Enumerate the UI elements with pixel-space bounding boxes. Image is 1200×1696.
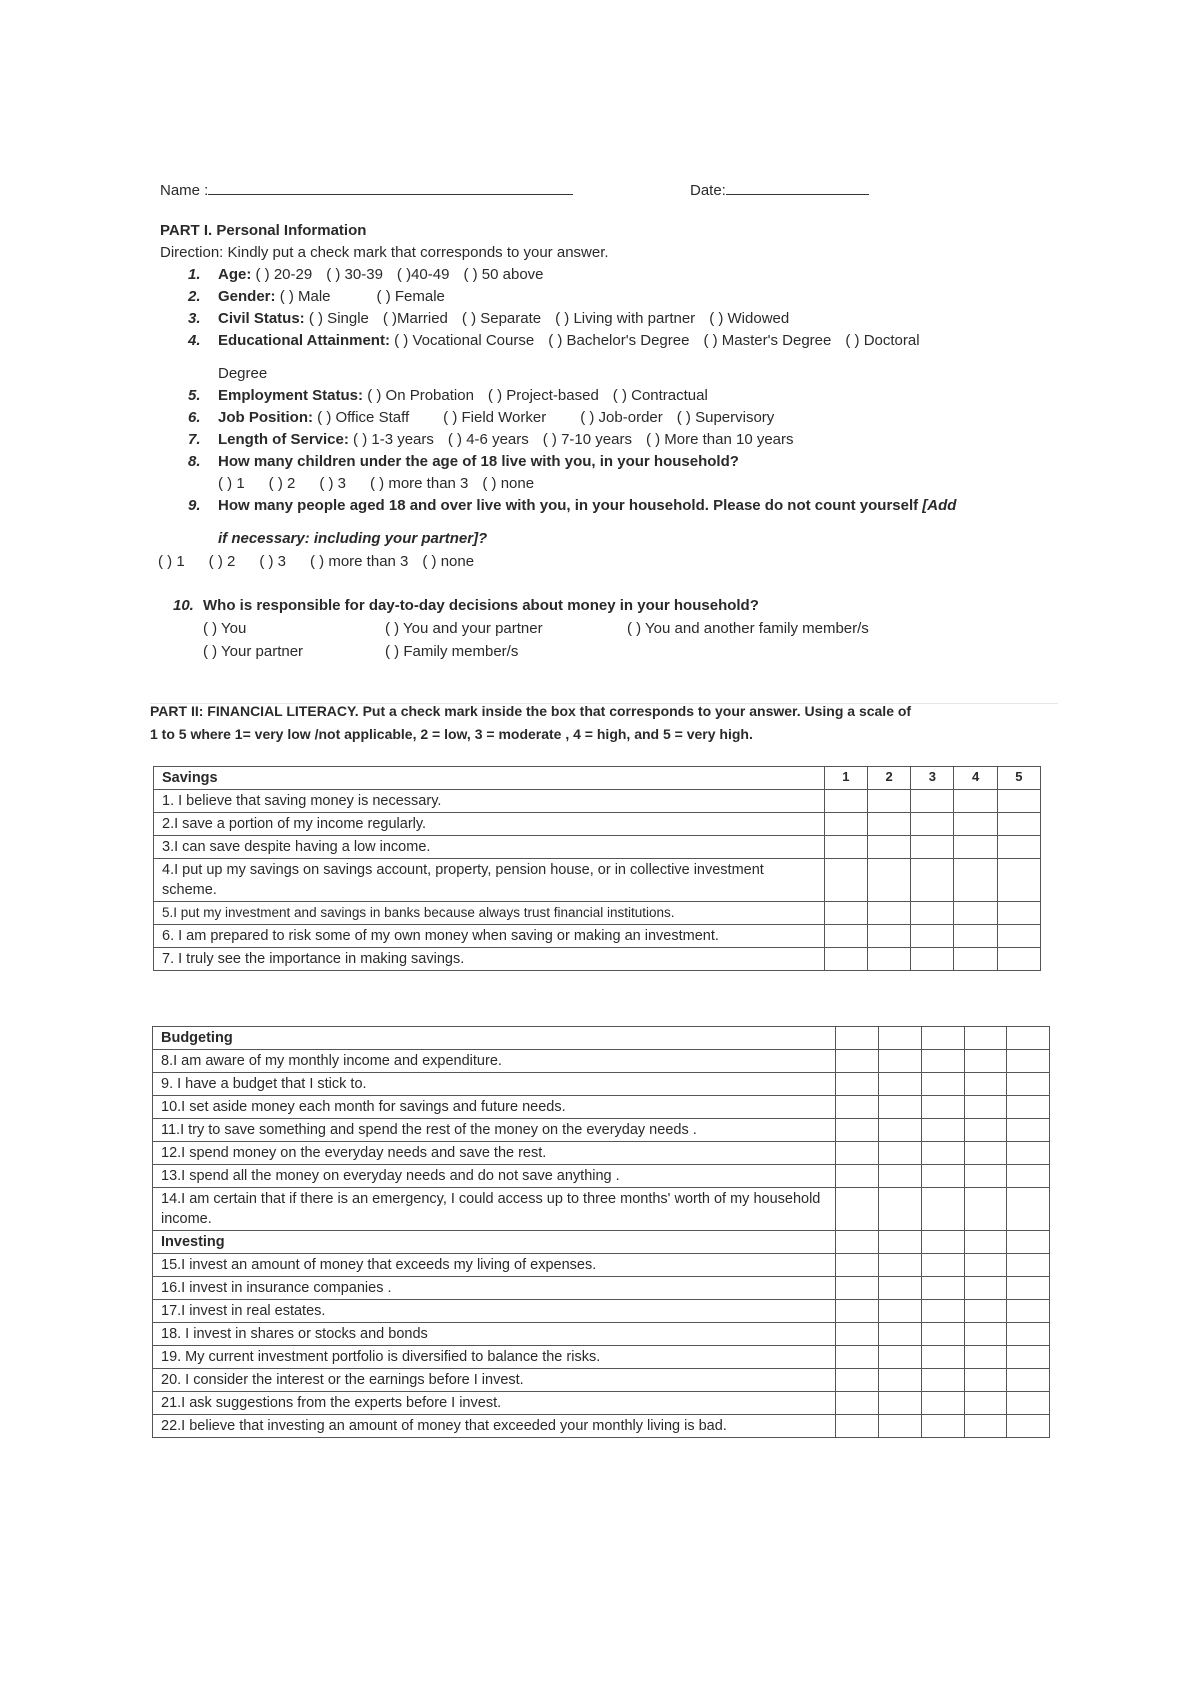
rating-box[interactable]: [836, 1369, 879, 1392]
section-heading: Investing: [153, 1231, 836, 1254]
rating-box[interactable]: [1007, 1096, 1050, 1119]
option[interactable]: ( ) none: [422, 553, 475, 570]
option-you-and-family[interactable]: ( ) You and another family member/s: [627, 620, 869, 637]
rating-box[interactable]: [1007, 1165, 1050, 1188]
rating-box[interactable]: [1007, 1254, 1050, 1277]
rating-box[interactable]: [1007, 1369, 1050, 1392]
rating-box[interactable]: [921, 1346, 964, 1369]
option-you-and-partner[interactable]: ( ) You and your partner: [385, 620, 543, 637]
rating-box[interactable]: [824, 902, 867, 925]
statement: 9. I have a budget that I stick to.: [153, 1073, 836, 1096]
question-education: 4. Educational Attainment: ( ) Vocational Course ( ) Bachelor's Degree ( ) Master's Degree ( ) Doctoral: [188, 332, 920, 349]
rating-box[interactable]: [954, 790, 997, 813]
rating-box[interactable]: [911, 902, 954, 925]
table-row: [153, 1323, 1050, 1346]
option[interactable]: ( ) Project-based: [487, 387, 599, 404]
option[interactable]: ( ) Master's Degree: [703, 332, 832, 349]
rating-box[interactable]: [824, 925, 867, 948]
option[interactable]: ( ) 1-3 years: [353, 431, 434, 448]
part2-instruction-line2: 1 to 5 where 1= very low /not applicable, 2 = low, 3 = moderate , 4 = high, and 5 = very high.: [150, 726, 753, 742]
option[interactable]: ( ) 20-29: [255, 266, 313, 283]
statement: 6. I am prepared to risk some of my own money when saving or making an investment.: [154, 925, 825, 948]
rating-box[interactable]: [954, 813, 997, 836]
rating-box[interactable]: [954, 948, 997, 971]
option[interactable]: ( ) Doctoral: [845, 332, 920, 349]
adults-continuation: if necessary: including your partner]?: [218, 530, 488, 547]
rating-box[interactable]: [1007, 1073, 1050, 1096]
budgeting-investing-table: [152, 1026, 1050, 1438]
rating-box[interactable]: [836, 1346, 879, 1369]
rating-box[interactable]: [997, 902, 1040, 925]
statement: 15.I invest an amount of money that exceeds my living of expenses.: [153, 1254, 836, 1277]
rating-box[interactable]: [879, 1392, 922, 1415]
option[interactable]: ( )Married: [382, 310, 448, 327]
rating-box[interactable]: [964, 1142, 1007, 1165]
rating-box[interactable]: [964, 1073, 1007, 1096]
rating-box[interactable]: [997, 790, 1040, 813]
rating-box: [921, 1027, 964, 1050]
table-row: [153, 1073, 1050, 1096]
table-row: [154, 836, 1041, 859]
rating-box[interactable]: [868, 836, 911, 859]
rating-box: [1007, 1027, 1050, 1050]
rating-box[interactable]: [1007, 1188, 1050, 1231]
rating-box[interactable]: [1007, 1119, 1050, 1142]
rating-box[interactable]: [879, 1073, 922, 1096]
rating-box[interactable]: [911, 948, 954, 971]
rating-box[interactable]: [954, 925, 997, 948]
rating-box[interactable]: [824, 836, 867, 859]
rating-box[interactable]: [964, 1119, 1007, 1142]
rating-box[interactable]: [824, 948, 867, 971]
question-gender: 2. Gender: ( ) Male ( ) Female: [188, 288, 445, 305]
option[interactable]: ( ) More than 10 years: [645, 431, 794, 448]
table-row: [153, 1096, 1050, 1119]
rating-box[interactable]: [964, 1392, 1007, 1415]
rating-box[interactable]: [879, 1050, 922, 1073]
rating-box[interactable]: [1007, 1050, 1050, 1073]
option[interactable]: ( ) Female: [376, 288, 445, 305]
rating-box[interactable]: [921, 1188, 964, 1231]
rating-box[interactable]: [997, 925, 1040, 948]
option[interactable]: ( )40-49: [396, 266, 450, 283]
statement: 4.I put up my savings on savings account, property, pension house, or in collective investment scheme.: [154, 859, 825, 902]
statement: 14.I am certain that if there is an emergency, I could access up to three months' worth of my household income.: [153, 1188, 836, 1231]
scale-header: 4: [954, 767, 997, 790]
statement: 12.I spend money on the everyday needs and save the rest.: [153, 1142, 836, 1165]
option[interactable]: ( ) 1: [158, 553, 185, 570]
rating-box[interactable]: [911, 813, 954, 836]
rating-box[interactable]: [879, 1300, 922, 1323]
option[interactable]: ( ) Job-order: [580, 409, 663, 426]
rating-box[interactable]: [921, 1142, 964, 1165]
statement: 10.I set aside money each month for savings and future needs.: [153, 1096, 836, 1119]
table-row: [153, 1050, 1050, 1073]
rating-box[interactable]: [836, 1300, 879, 1323]
table-row: [153, 1277, 1050, 1300]
rating-box[interactable]: [879, 1188, 922, 1231]
rating-box[interactable]: [836, 1188, 879, 1231]
rating-box: [921, 1231, 964, 1254]
option[interactable]: ( ) 2: [208, 553, 236, 570]
option[interactable]: ( ) 1: [218, 475, 245, 492]
table-row: [154, 859, 1041, 902]
option[interactable]: ( ) Field Worker: [443, 409, 547, 426]
part1-title: PART I. Personal Information: [160, 222, 367, 239]
rating-box: [836, 1027, 879, 1050]
rating-box[interactable]: [964, 1188, 1007, 1231]
table-row: [154, 925, 1041, 948]
option[interactable]: ( ) 3: [259, 553, 287, 570]
table-row: [153, 1415, 1050, 1438]
question-money-decisions: 10. Who is responsible for day-to-day decisions about money in your household?: [173, 597, 759, 614]
table-row: [153, 1346, 1050, 1369]
rating-box[interactable]: [921, 1415, 964, 1438]
table-header-row: [153, 1231, 1050, 1254]
statement: 7. I truly see the importance in making savings.: [154, 948, 825, 971]
table-row: [153, 1165, 1050, 1188]
scale-header: 2: [868, 767, 911, 790]
rating-box: [879, 1231, 922, 1254]
rating-box[interactable]: [964, 1254, 1007, 1277]
section-heading: Budgeting: [153, 1027, 836, 1050]
section-heading: Savings: [154, 767, 825, 790]
rating-box[interactable]: [1007, 1346, 1050, 1369]
children-options: [218, 475, 548, 492]
question-length-of-service: 7. Length of Service: ( ) 1-3 years ( ) 4-6 years ( ) 7-10 years ( ) More than 10 years: [188, 431, 794, 448]
rating-box[interactable]: [836, 1415, 879, 1438]
option[interactable]: ( ) 3: [319, 475, 347, 492]
rating-box[interactable]: [911, 859, 954, 902]
option[interactable]: ( ) Contractual: [612, 387, 708, 404]
rating-box[interactable]: [964, 1277, 1007, 1300]
rating-box: [964, 1027, 1007, 1050]
rating-box[interactable]: [879, 1346, 922, 1369]
rating-box[interactable]: [868, 902, 911, 925]
statement: 1. I believe that saving money is necessary.: [154, 790, 825, 813]
rating-box[interactable]: [954, 859, 997, 902]
option[interactable]: ( ) 7-10 years: [542, 431, 632, 448]
question-age: 1. Age: ( ) 20-29 ( ) 30-39 ( )40-49 ( ) 50 above: [188, 266, 544, 283]
rating-box[interactable]: [836, 1323, 879, 1346]
option[interactable]: ( ) 4-6 years: [447, 431, 529, 448]
rating-box[interactable]: [954, 836, 997, 859]
rating-box[interactable]: [836, 1165, 879, 1188]
question-job-position: 6. Job Position: ( ) Office Staff ( ) Field Worker ( ) Job-order ( ) Supervisory: [188, 409, 775, 426]
statement: 19. My current investment portfolio is diversified to balance the risks.: [153, 1346, 836, 1369]
option[interactable]: ( ) Office Staff: [317, 409, 410, 426]
table-row: [154, 813, 1041, 836]
rating-box[interactable]: [879, 1323, 922, 1346]
table-row: [153, 1142, 1050, 1165]
rating-box[interactable]: [921, 1254, 964, 1277]
rating-box[interactable]: [921, 1165, 964, 1188]
rating-box: [1007, 1231, 1050, 1254]
option[interactable]: ( ) 2: [268, 475, 296, 492]
rating-box[interactable]: [997, 813, 1040, 836]
rating-box: [836, 1231, 879, 1254]
rating-box[interactable]: [964, 1050, 1007, 1073]
question-children: 8. How many children under the age of 18 live with you, in your household?: [188, 453, 739, 470]
rating-box[interactable]: [921, 1277, 964, 1300]
rating-box[interactable]: [964, 1165, 1007, 1188]
rating-box[interactable]: [921, 1073, 964, 1096]
table-header-row: [154, 767, 1041, 790]
rating-box[interactable]: [824, 813, 867, 836]
rating-box[interactable]: [868, 859, 911, 902]
rating-box[interactable]: [868, 948, 911, 971]
statement: 13.I spend all the money on everyday needs and do not save anything .: [153, 1165, 836, 1188]
option[interactable]: ( ) Male: [279, 288, 331, 305]
rating-box[interactable]: [879, 1165, 922, 1188]
rating-box[interactable]: [836, 1254, 879, 1277]
rating-box[interactable]: [1007, 1277, 1050, 1300]
rating-box[interactable]: [921, 1323, 964, 1346]
table-row: [153, 1300, 1050, 1323]
option-you[interactable]: ( ) You: [203, 620, 247, 637]
part1-direction: Direction: Kindly put a check mark that corresponds to your answer.: [160, 244, 609, 261]
rating-box[interactable]: [1007, 1392, 1050, 1415]
rating-box[interactable]: [964, 1369, 1007, 1392]
rating-box[interactable]: [824, 790, 867, 813]
table-row: [154, 902, 1041, 925]
rating-box[interactable]: [879, 1096, 922, 1119]
option[interactable]: ( ) 50 above: [463, 266, 544, 283]
rating-box[interactable]: [997, 948, 1040, 971]
savings-table: [153, 766, 1041, 971]
date-label: Date:: [690, 182, 726, 199]
option[interactable]: ( ) 30-39: [326, 266, 383, 283]
scale-header: 3: [911, 767, 954, 790]
statement: 8.I am aware of my monthly income and expenditure.: [153, 1050, 836, 1073]
statement: 18. I invest in shares or stocks and bonds: [153, 1323, 836, 1346]
option[interactable]: ( ) none: [482, 475, 535, 492]
rating-box[interactable]: [836, 1073, 879, 1096]
statement: 3.I can save despite having a low income.: [154, 836, 825, 859]
statement: 21.I ask suggestions from the experts before I invest.: [153, 1392, 836, 1415]
statement: 17.I invest in real estates.: [153, 1300, 836, 1323]
table-row: [153, 1119, 1050, 1142]
rating-box[interactable]: [1007, 1300, 1050, 1323]
question-civil-status: 3. Civil Status: ( ) Single ( )Married ( ) Separate ( ) Living with partner ( ) Widowed: [188, 310, 790, 327]
education-continuation: Degree: [218, 365, 268, 382]
option[interactable]: ( ) Separate: [461, 310, 542, 327]
rating-box[interactable]: [1007, 1323, 1050, 1346]
rating-box[interactable]: [868, 925, 911, 948]
statement: 11.I try to save something and spend the rest of the money on the everyday needs .: [153, 1119, 836, 1142]
rating-box[interactable]: [911, 790, 954, 813]
date-blank-line[interactable]: [726, 180, 869, 195]
statement: 16.I invest in insurance companies .: [153, 1277, 836, 1300]
option[interactable]: ( ) Vocational Course: [394, 332, 535, 349]
rating-box[interactable]: [964, 1415, 1007, 1438]
option[interactable]: ( ) more than 3: [370, 475, 469, 492]
table-row: [153, 1254, 1050, 1277]
option[interactable]: ( ) Bachelor's Degree: [548, 332, 690, 349]
scale-header: 5: [997, 767, 1040, 790]
part2-instruction-line1: PART II: FINANCIAL LITERACY. Put a check mark inside the box that corresponds to your answer. Using a scale of: [150, 703, 912, 719]
table-row: [153, 1369, 1050, 1392]
rating-box[interactable]: [911, 925, 954, 948]
option[interactable]: ( ) more than 3: [310, 553, 409, 570]
rating-box[interactable]: [964, 1323, 1007, 1346]
rating-box[interactable]: [911, 836, 954, 859]
rating-box[interactable]: [921, 1392, 964, 1415]
statement: 2.I save a portion of my income regularly.: [154, 813, 825, 836]
rating-box[interactable]: [921, 1050, 964, 1073]
option-family-members[interactable]: ( ) Family member/s: [385, 643, 519, 660]
statement: 5.I put my investment and savings in banks because always trust financial institutions.: [154, 902, 825, 925]
option-your-partner[interactable]: ( ) Your partner: [203, 643, 304, 660]
rating-box[interactable]: [964, 1300, 1007, 1323]
rating-box[interactable]: [954, 902, 997, 925]
statement: 20. I consider the interest or the earnings before I invest.: [153, 1369, 836, 1392]
table-row: [154, 948, 1041, 971]
rating-box[interactable]: [879, 1254, 922, 1277]
rating-box[interactable]: [879, 1415, 922, 1438]
question-adults: 9. How many people aged 18 and over live with you, in your household. Please do not count yourself [Add: [188, 497, 957, 514]
rating-box[interactable]: [836, 1277, 879, 1300]
table-row: [153, 1188, 1050, 1231]
rating-box[interactable]: [1007, 1142, 1050, 1165]
table-header-row: [153, 1027, 1050, 1050]
option[interactable]: ( ) Supervisory: [676, 409, 775, 426]
rating-box[interactable]: [836, 1050, 879, 1073]
rating-box[interactable]: [879, 1277, 922, 1300]
statement: 22.I believe that investing an amount of money that exceeded your monthly living is bad.: [153, 1415, 836, 1438]
rating-box[interactable]: [879, 1119, 922, 1142]
table-row: [153, 1392, 1050, 1415]
rating-box[interactable]: [868, 790, 911, 813]
rating-box[interactable]: [824, 859, 867, 902]
rating-box: [964, 1231, 1007, 1254]
rating-box[interactable]: [836, 1392, 879, 1415]
rating-box[interactable]: [1007, 1415, 1050, 1438]
rating-box[interactable]: [836, 1119, 879, 1142]
scale-header: 1: [824, 767, 867, 790]
name-field[interactable]: [160, 180, 573, 199]
rating-box[interactable]: [921, 1300, 964, 1323]
rating-box[interactable]: [921, 1096, 964, 1119]
name-blank-line[interactable]: [208, 180, 573, 195]
date-field[interactable]: [690, 180, 869, 199]
rating-box[interactable]: [997, 859, 1040, 902]
question-employment-status: 5. Employment Status: ( ) On Probation ( ) Project-based ( ) Contractual: [188, 387, 708, 404]
rating-box[interactable]: [836, 1142, 879, 1165]
name-label: Name :: [160, 182, 209, 199]
rating-box[interactable]: [868, 813, 911, 836]
table-row: [154, 790, 1041, 813]
rating-box[interactable]: [964, 1096, 1007, 1119]
option[interactable]: ( ) Living with partner: [555, 310, 696, 327]
rating-box[interactable]: [921, 1119, 964, 1142]
option[interactable]: ( ) Single: [308, 310, 369, 327]
rating-box[interactable]: [879, 1142, 922, 1165]
option[interactable]: ( ) On Probation: [367, 387, 474, 404]
adults-options: [158, 553, 488, 570]
rating-box[interactable]: [836, 1096, 879, 1119]
option[interactable]: ( ) Widowed: [709, 310, 790, 327]
rating-box[interactable]: [964, 1346, 1007, 1369]
rating-box: [879, 1027, 922, 1050]
rating-box[interactable]: [879, 1369, 922, 1392]
rating-box[interactable]: [921, 1369, 964, 1392]
rating-box[interactable]: [997, 836, 1040, 859]
